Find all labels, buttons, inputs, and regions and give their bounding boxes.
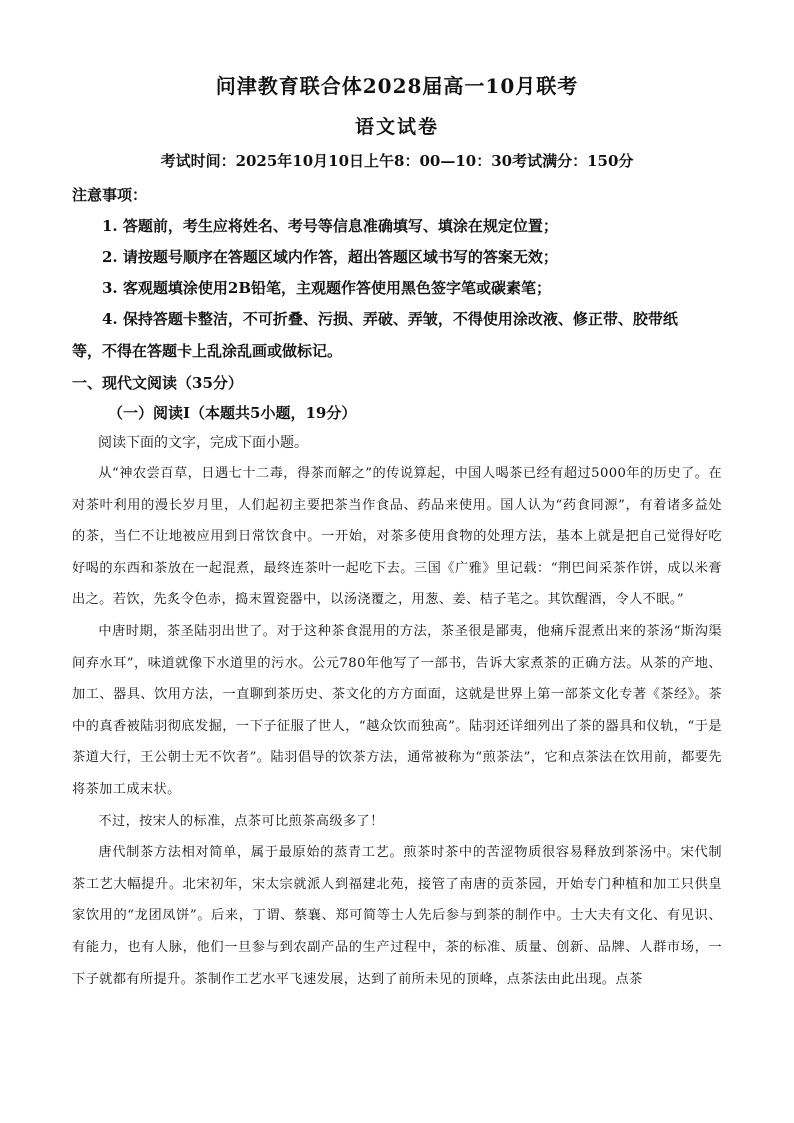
passage-paragraph-1: 从“神农尝百草，日遇七十二毒，得茶而解之”的传说算起，中国人喝茶已经有超过5000年的历史了。在对茶叶利用的漫长岁月里，人们起初主要把茶当作食品、药品来使用。国人认为“药食同源”，有着诸多益处的茶，当仁不让地被应用到日常饮食中。一开始，对茶多使用食物的处理方法，基本上就是把自己觉得好吃好喝的东西和茶放在一起混煮，最终连茶叶一起吃下去。三国《广雅》里记载：“荆巴间采茶作饼，成以米膏出之。若饮，先炙令色赤，捣末置瓷器中，以汤浇覆之，用葱、姜、桔子芼之。其饮醒酒，令人不眠。” (72, 466, 722, 608)
exam-info: 考试时间：2025年10月10日上午8：00—10：30考试满分：150分 (160, 152, 634, 170)
passage-paragraph-3: 不过，按宋人的标准，点茶可比煎茶高级多了！ (98, 813, 384, 829)
notice-item-4: 4. 保持答题卡整洁，不可折叠、污损、弄破、弄皱，不得使用涂改液、修正带、胶带纸 (102, 310, 678, 328)
passage-paragraph-4: 唐代制茶方法相对简单，属于最原始的蒸青工艺。煎茶时茶中的苦涩物质很容易释放到茶汤中。宋代制茶工艺大幅提升。北宋初年，宋太宗就派人到福建北苑，接管了南唐的贡茶园，开始专门种植和加工只供皇家饮用的“龙团凤饼”。后来，丁谓、蔡襄、郑可简等士人先后参与到茶的制作中。士大夫有文化、有见识、有能力，也有人脉，他们一旦参与到农副产品的生产过程中，茶的标准、质量、创新、品牌、人群市场，一下子就都有所提升。茶制作工艺水平飞速发展，达到了前所未见的顶峰，点茶法由此出现。点茶 (72, 845, 722, 987)
section-sub-heading: （一）阅读Ⅰ（本题共5小题，19分） (108, 404, 357, 422)
page-title: 问津教育联合体2028届高一10月联考 (215, 74, 579, 98)
page-subtitle: 语文试卷 (354, 116, 439, 138)
section-heading: 一、现代文阅读（35分） (72, 374, 243, 392)
notice-heading: 注意事项： (72, 186, 148, 204)
notice-item-1: 1. 答题前，考生应将姓名、考号等信息准确填写、填涂在规定位置； (102, 217, 558, 235)
reading-passage (72, 458, 722, 995)
reading-instruction: 阅读下面的文字，完成下面小题。 (98, 435, 308, 451)
notice-item-3: 3. 客观题填涂使用2B铅笔，主观题作答使用黑色签字笔或碳素笔； (102, 279, 551, 297)
passage-paragraph-2: 中唐时期，茶圣陆羽出世了。对于这种茶食混用的方法，茶圣很是鄙夷，他痛斥混煮出来的茶汤“斯沟渠间弃水耳”，味道就像下水道里的污水。公元780年他写了一部书，告诉大家煮茶的正确方法。从茶的产地、加工、器具、饮用方法，一直聊到茶历史、茶文化的方方面面，这就是世界上第一部茶文化专著《茶经》。茶中的真香被陆羽彻底发掘，一下子征服了世人，“越众饮而独高”。陆羽还详细列出了茶的器具和仪轨，“于是茶道大行，王公朝士无不饮者”。陆羽倡导的饮茶方法，通常被称为“煎茶法”，它和点茶法在饮用前，都要先将茶加工成末状。 (72, 623, 722, 797)
notice-item-4-cont: 等，不得在答题卡上乱涂乱画或做标记。 (72, 342, 343, 360)
notice-item-2: 2. 请按题号顺序在答题区域内作答，超出答题区域书写的答案无效； (102, 248, 558, 266)
